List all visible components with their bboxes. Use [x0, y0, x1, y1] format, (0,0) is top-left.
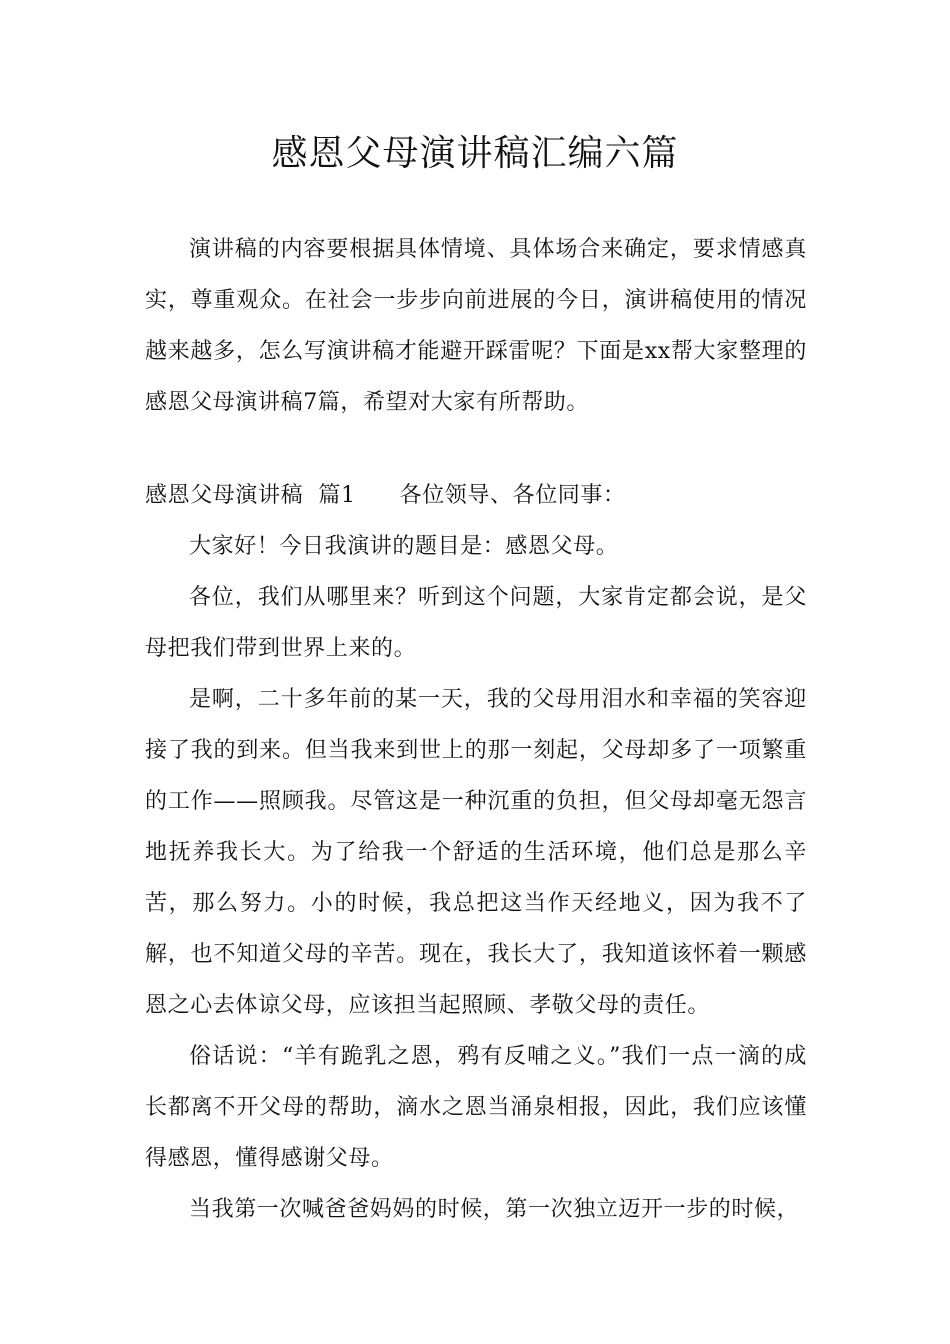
intro-paragraph: 演讲稿的内容要根据具体情境、具体场合来确定，要求情感真实，尊重观众。在社会一步步向前进展的今日，演讲稿使用的情况越来越多，怎么写演讲稿才能避开踩雷呢？下面是xx帮大家整理的感恩父母演讲稿7篇，希望对大家有所帮助。 — [145, 237, 807, 415]
intro-block — [145, 224, 807, 428]
speech-paragraph: 是啊，二十多年前的某一天，我的父母用泪水和幸福的笑容迎接了我的到来。但当我来到世上的那一刻起，父母却多了一项繁重的工作——照顾我。尽管这是一种沉重的负担，但父母却毫无怨言地抚养我长大。为了给我一个舒适的生活环境，他们总是那么辛苦，那么努力。小的时候，我总把这当作天经地义，因为我不了解，也不知道父母的辛苦。现在，我长大了，我知道该怀着一颗感恩之心去体谅父母，应该担当起照顾、孝敬父母的责任。 — [145, 687, 807, 1018]
speech-paragraph: 大家好！今日我演讲的题目是：感恩父母。 — [189, 534, 619, 559]
speech-paragraph: 各位，我们从哪里来？听到这个问题，大家肯定都会说，是父母把我们带到世界上来的。 — [145, 585, 807, 661]
speech-paragraph: 俗话说：“羊有跪乳之恩，鸦有反哺之义。”我们一点一滴的成长都离不开父母的帮助，滴水之恩当涌泉相报，因此，我们应该懂得感恩，懂得感谢父母。 — [145, 1044, 807, 1171]
speech-section-1 — [145, 470, 807, 1235]
salutation: 各位领导、各位同事： — [399, 483, 626, 508]
section-heading-line — [145, 470, 807, 521]
speech-paragraph: 当我第一次喊爸爸妈妈的时候，第一次独立迈开一步的时候， — [189, 1197, 800, 1222]
document-title: 感恩父母演讲稿汇编六篇 — [271, 133, 679, 174]
section-heading: 感恩父母演讲稿 篇1 — [145, 483, 356, 508]
